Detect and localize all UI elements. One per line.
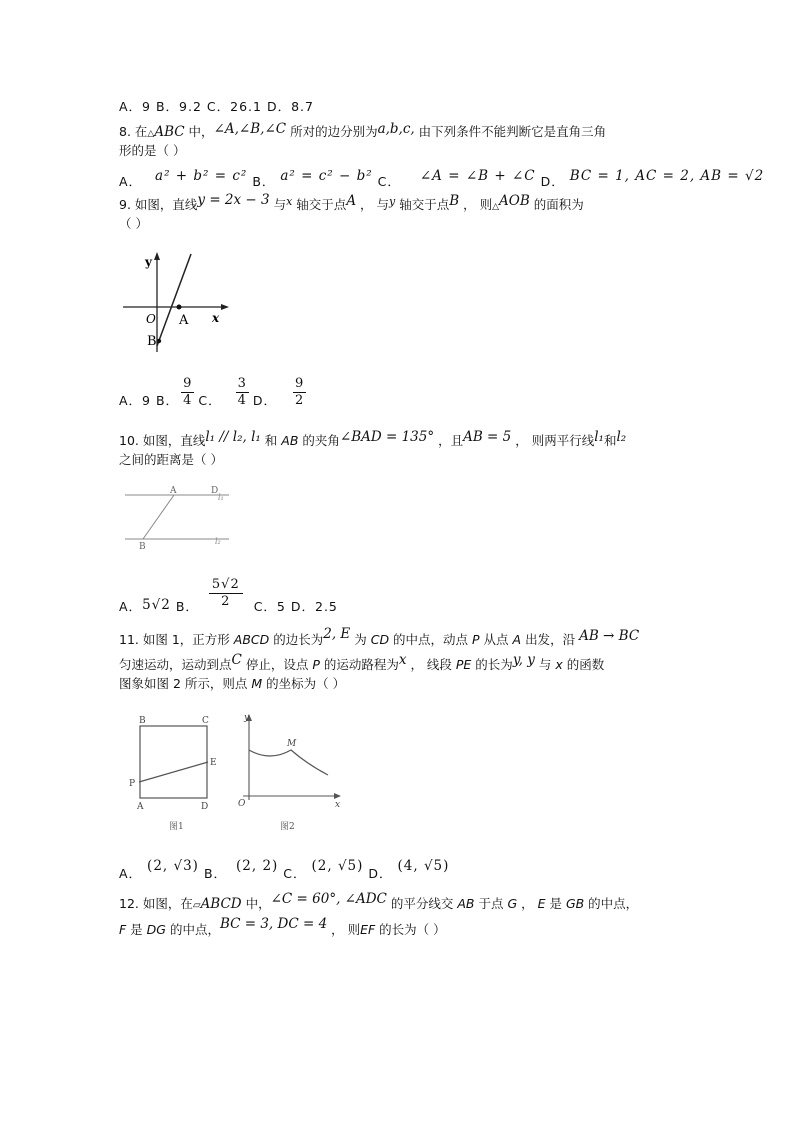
q11-mid: 的中点，动点 bbox=[389, 632, 473, 647]
q11-xv: x bbox=[398, 652, 407, 668]
q11-a: A bbox=[512, 632, 522, 647]
q11-fig1-caption: 图1 bbox=[169, 822, 184, 832]
q8-sides: a,b,c, bbox=[377, 121, 415, 137]
q9-frac-d-num: 9 bbox=[295, 376, 305, 391]
q9-tri: △ bbox=[492, 202, 500, 212]
q10-angle: ∠BAD = 135° bbox=[339, 429, 435, 445]
q11-line2-pre: 匀速运动，运动到点 bbox=[119, 657, 232, 672]
q8-options bbox=[119, 166, 765, 189]
q9-opt-a: A．9 B． bbox=[119, 393, 180, 408]
q11-opt-d: (4, √5) bbox=[397, 858, 450, 874]
q9-point-b bbox=[157, 339, 161, 343]
q11-x2: x bbox=[555, 657, 563, 672]
q11-func: 的函数 bbox=[562, 657, 605, 672]
q11-fig1-p: P bbox=[129, 779, 136, 789]
q11-fig1-e: E bbox=[210, 758, 217, 768]
q11-start: 出发，沿 bbox=[521, 632, 576, 647]
q12-abcd: ABCD bbox=[200, 896, 242, 912]
q9-frac-c bbox=[236, 376, 249, 409]
q10-ab5: AB = 5 bbox=[463, 429, 512, 445]
q11-with: 与 bbox=[534, 657, 556, 672]
q11-opt-c: (2, √5) bbox=[311, 858, 364, 874]
q12-at: 于点 bbox=[474, 896, 508, 911]
q9-axis2: 轴交于点 bbox=[395, 197, 450, 212]
q8-line2: 形的是（ ） bbox=[119, 143, 186, 158]
q12-stem bbox=[119, 891, 639, 912]
q8-opt-d-label: D． bbox=[540, 174, 565, 189]
q9-fig-b: B bbox=[147, 334, 157, 349]
q12-e: E bbox=[537, 896, 546, 911]
q9-frac-d bbox=[293, 376, 306, 409]
q9-opt-c: C． bbox=[198, 393, 222, 408]
q11-stem bbox=[119, 626, 640, 648]
q12-comma: ， bbox=[517, 896, 538, 911]
q11-figures bbox=[125, 712, 360, 837]
q10-opt-a-val: 5√2 bbox=[142, 597, 171, 613]
q11-segment-pe bbox=[139, 762, 208, 782]
q11-fig2-y: y bbox=[244, 713, 250, 723]
q9-b: B bbox=[449, 193, 460, 209]
q11-opt-d-label: D． bbox=[368, 866, 393, 881]
q11-coord: 的坐标为（ ） bbox=[262, 676, 346, 691]
q10-fig-d: D bbox=[211, 486, 219, 496]
q9-opt-d: D． bbox=[252, 393, 277, 408]
q10-fig-l1: l₁ bbox=[218, 493, 224, 502]
q12-ab: AB bbox=[457, 896, 475, 911]
q9-frac-b-den: 4 bbox=[183, 393, 193, 408]
q11-fig2-caption: 图2 bbox=[280, 822, 295, 832]
q10-opt-rest: C．5 D．2.5 bbox=[248, 599, 338, 614]
q9-frac-d-den: 2 bbox=[295, 393, 305, 408]
q10-ab: AB bbox=[281, 433, 299, 448]
q10-frac-b bbox=[209, 577, 243, 610]
q11-seg: ， 线段 bbox=[406, 657, 456, 672]
q12-cond: ∠C = 60°, ∠ADC bbox=[270, 891, 387, 907]
q11-line3-pre: 图象如图 2 所示，则点 bbox=[119, 676, 252, 691]
q9-point-a bbox=[177, 305, 182, 310]
q9-aob: AOB bbox=[499, 193, 530, 209]
q9-stem-pre: 9. 如图，直线 bbox=[119, 197, 198, 212]
q12-vals: BC = 3, DC = 4 bbox=[219, 916, 328, 932]
q11-fig2-x-arrow-icon bbox=[334, 793, 341, 799]
q11-cd: CD bbox=[370, 632, 390, 647]
q11-opt-a: (2, √3) bbox=[147, 858, 199, 874]
q11-fig2-m: M bbox=[287, 739, 297, 749]
q11-wei: 为 bbox=[350, 632, 371, 647]
q11-stop: 停止，设点 bbox=[241, 657, 313, 672]
q8-opt-c: ∠A = ∠B + ∠C bbox=[419, 168, 536, 184]
q11-fig2-o: O bbox=[238, 799, 246, 809]
q10-he: 和 bbox=[603, 433, 617, 448]
q12-then: ， 则 bbox=[327, 922, 361, 937]
q11-fig2-curve bbox=[249, 750, 328, 775]
q11-dist: 的运动路程为 bbox=[319, 657, 399, 672]
q9-paren: （ ） bbox=[119, 216, 148, 231]
q8-stem-pre: 8. 在 bbox=[119, 124, 148, 139]
q9-comma: ， 与 bbox=[356, 197, 390, 212]
q9-then: ， 则 bbox=[459, 197, 493, 212]
q12-gb: GB bbox=[565, 896, 585, 911]
q8-opt-d: BC = 1, AC = 2, AB = √2 bbox=[569, 168, 765, 184]
q8-opt-a: a² + b² = c² bbox=[155, 168, 248, 184]
q11-opt-a-label: A． bbox=[119, 866, 143, 881]
q11-c: C bbox=[231, 652, 242, 668]
q9-stem bbox=[119, 192, 584, 213]
q9-y: y bbox=[389, 195, 396, 208]
parallelogram-icon: ▱ bbox=[192, 900, 201, 911]
q11-from: 从点 bbox=[479, 632, 513, 647]
q12-g: G bbox=[507, 896, 518, 911]
q8-zhong: 中， bbox=[184, 124, 214, 139]
q8-stem bbox=[119, 122, 606, 140]
q9-fig-x: x bbox=[212, 311, 220, 325]
q11-len: 的长为 bbox=[471, 657, 513, 672]
q8-opt-b-label: B． bbox=[252, 174, 276, 189]
q12-ef: EF bbox=[360, 922, 376, 937]
q9-a: A bbox=[346, 193, 357, 209]
q10-l1l2: l₁ // l₂, l₁ bbox=[205, 429, 261, 445]
q10-opt-b: B． bbox=[170, 599, 199, 614]
q11-side: 的边长为 bbox=[269, 632, 324, 647]
q12-is2: 是 bbox=[126, 922, 147, 937]
q10-line2: 之间的距离是（ ） bbox=[119, 452, 223, 467]
q8-mid: 所对的边分别为 bbox=[286, 124, 378, 139]
q11-fig1-d: D bbox=[201, 802, 209, 812]
q9-x: x bbox=[286, 195, 293, 208]
q11-line2 bbox=[119, 652, 605, 673]
q11-square bbox=[140, 726, 207, 798]
q9-frac-b-num: 9 bbox=[183, 376, 193, 391]
q9-with1: 与 bbox=[269, 197, 287, 212]
q8-tail: 由下列条件不能判断它是直角三角 bbox=[414, 124, 607, 139]
q10-frac-den: 2 bbox=[221, 594, 231, 609]
q10-options bbox=[119, 577, 338, 614]
q12-is: 是 bbox=[545, 896, 566, 911]
q11-line3 bbox=[119, 674, 345, 692]
q12-midpt2: 的中点， bbox=[165, 922, 220, 937]
q10-segment-ab bbox=[143, 495, 174, 539]
q8-opt-c-label: C． bbox=[377, 174, 401, 189]
q12-len: 的长为（ ） bbox=[375, 922, 446, 937]
q11-stem-pre: 11. 如图 1，正方形 bbox=[119, 632, 234, 647]
q10-fig-b: B bbox=[139, 542, 146, 552]
q11-opt-c-label: C． bbox=[283, 866, 307, 881]
q10-fig-l2: l₂ bbox=[215, 537, 221, 546]
q11-fig1-b: B bbox=[139, 716, 146, 726]
q8-opt-a-label: A． bbox=[119, 174, 143, 189]
q10-figure bbox=[119, 480, 237, 552]
q11-two-e: 2, E bbox=[323, 626, 351, 642]
triangle-symbol: △ bbox=[147, 129, 155, 139]
q12-line2 bbox=[119, 916, 446, 938]
q11-yy: y, y bbox=[512, 652, 535, 668]
q9-frac-b bbox=[181, 376, 194, 409]
q9-axis1: 轴交于点 bbox=[292, 197, 347, 212]
q11-fig1-a: A bbox=[137, 802, 144, 812]
q10-l2: l₂ bbox=[616, 429, 627, 445]
q11-opt-b-label: B． bbox=[203, 866, 228, 881]
q11-p2: P bbox=[312, 657, 320, 672]
q12-bisect: 的平分线交 bbox=[386, 896, 458, 911]
q8-abc: ABC bbox=[154, 124, 185, 140]
q11-fig1-c: C bbox=[202, 716, 209, 726]
q9-area: 的面积为 bbox=[529, 197, 584, 212]
q9-fig-a: A bbox=[179, 313, 189, 328]
q11-path: AB → BC bbox=[579, 628, 640, 644]
q10-then: ， 则两平行线 bbox=[511, 433, 595, 448]
q11-abcd: ABCD bbox=[233, 632, 270, 647]
q9-figure bbox=[119, 250, 234, 355]
q11-pe: PE bbox=[455, 657, 472, 672]
q9-options bbox=[119, 376, 306, 409]
q10-stem bbox=[119, 431, 626, 449]
q9-fig-o: O bbox=[146, 312, 156, 326]
q11-m: M bbox=[251, 676, 263, 691]
q12-stem-pre: 12. 如图，在 bbox=[119, 896, 193, 911]
q12-f: F bbox=[119, 922, 127, 937]
q7-options: A．9 B．9.2 C．26.1 D．8.7 bbox=[119, 99, 314, 114]
q11-fig2-x: x bbox=[335, 800, 341, 810]
q10-and: 和 bbox=[260, 433, 282, 448]
q11-options bbox=[119, 856, 450, 881]
q9-fig-y: y bbox=[145, 255, 152, 269]
q9-frac-c-den: 4 bbox=[237, 393, 247, 408]
q11-p: P bbox=[472, 632, 480, 647]
q10-opt-a: A． bbox=[119, 599, 143, 614]
q8-angles: ∠A,∠B,∠C bbox=[213, 121, 287, 137]
q10-stem-pre: 10. 如图，直线 bbox=[119, 433, 206, 448]
q12-dg: DG bbox=[146, 922, 166, 937]
q11-opt-b: (2, 2) bbox=[236, 858, 279, 874]
q10-and2: ，且 bbox=[434, 433, 464, 448]
q9-eq: y = 2x − 3 bbox=[197, 192, 270, 208]
q10-fig-a: A bbox=[170, 486, 177, 496]
q8-opt-b: a² = c² − b² bbox=[280, 168, 373, 184]
q10-frac-num: 5√2 bbox=[209, 577, 243, 594]
q12-zhong: 中， bbox=[241, 896, 271, 911]
q10-l1: l₁ bbox=[594, 429, 604, 445]
q10-angle-txt: 的夹角 bbox=[298, 433, 340, 448]
q9-frac-c-num: 3 bbox=[237, 376, 247, 391]
q12-midpt: 的中点， bbox=[584, 896, 639, 911]
